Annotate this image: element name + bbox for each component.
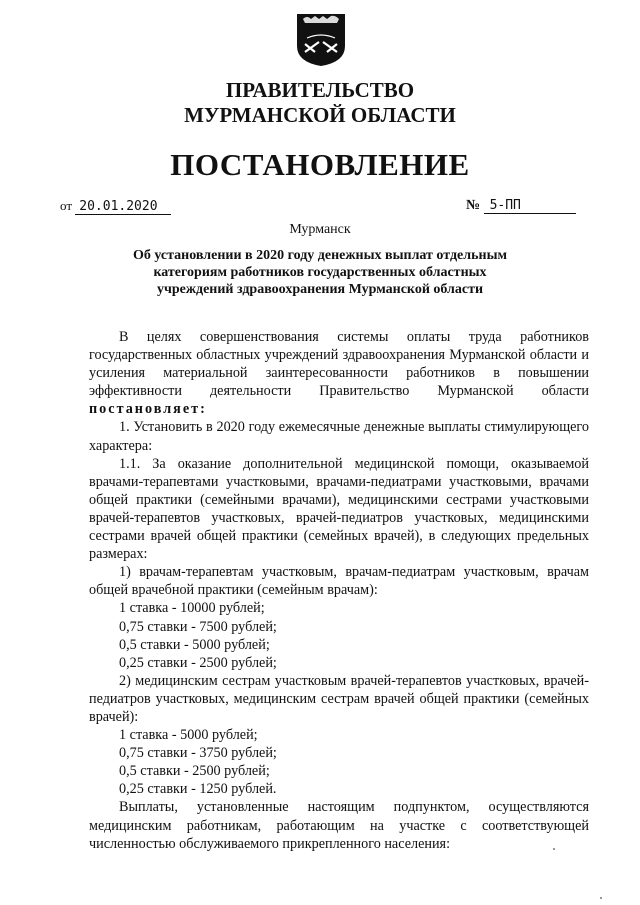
closing-paragraph: Выплаты, установленные настоящим подпунктом, осуществляются медицинским работникам, работающим на участке с соответствующей численностью обслуживаемого прикрепленного населения:	[89, 799, 589, 852]
document-body	[89, 328, 589, 853]
item-1-rate: 0,75 ставки - 7500 рублей;	[119, 618, 277, 635]
scan-artifact	[553, 848, 555, 850]
number-field	[466, 198, 576, 214]
item-2: 2) медицинским сестрам участковым врачей-терапевтов участковых, врачей-педиатров участковых, медицинским сестрам врачей общей практики (семейных врачей):	[89, 672, 589, 725]
date-value: 20.01.2020	[75, 199, 171, 215]
item-2-rate: 0,5 ставки - 2500 рублей;	[119, 763, 270, 780]
intro-paragraph	[89, 328, 589, 418]
item-2-rate: 0,75 ставки - 3750 рублей;	[119, 745, 277, 762]
number-value: 5-ПП	[484, 198, 576, 214]
intro-keyword: постановляет:	[89, 401, 207, 418]
date-field	[60, 198, 171, 215]
government-title	[0, 78, 640, 128]
paragraph-1: 1. Установить в 2020 году ежемесячные денежные выплаты стимулирующего характера:	[89, 419, 589, 454]
item-2-rate: 0,25 ставки - 1250 рублей.	[119, 781, 277, 798]
document-type: ПОСТАНОВЛЕНИЕ	[170, 147, 470, 182]
government-title-line1: ПРАВИТЕЛЬСТВО	[225, 78, 415, 102]
date-prefix: от	[60, 198, 73, 213]
document-subject	[0, 247, 640, 298]
item-1: 1) врачам-терапевтам участковым, врачам-педиатрам участковым, врачам общей врачебной практики (семейным врачам):	[89, 564, 589, 599]
subject-line2: категориям работников государственных областных	[153, 265, 487, 280]
subject-line3: учреждений здравоохранения Мурманской области	[156, 282, 484, 297]
item-1-rate: 0,25 ставки - 2500 рублей;	[119, 654, 277, 671]
item-1-rate: 1 ставка - 10000 рублей;	[119, 600, 265, 617]
paragraph-1-1: 1.1. За оказание дополнительной медицинской помощи, оказываемой врачами-терапевтами участковыми, врачами-педиатрами участковыми, врачами общей практики (семейными врачами), медицинскими сестрами участковыми врачей-терапевтов участковых, врачей-педиатров участковых, медицинскими сестрами врачей общей практики (семейных врачей), в следующих предельных размерах:	[89, 455, 589, 563]
item-2-rate: 1 ставка - 5000 рублей;	[119, 727, 258, 744]
number-prefix: №	[466, 198, 481, 213]
item-1-rate: 0,5 ставки - 5000 рублей;	[119, 636, 270, 653]
city-label: Мурманск	[289, 222, 351, 237]
subject-line1: Об установлении в 2020 году денежных выплат отдельным	[132, 248, 508, 263]
coat-of-arms-emblem	[293, 10, 349, 68]
intro-text: В целях совершенствования системы оплаты труда работников государственных областных учреждений здравоохранения Мурманской области и усиления материальной заинтересованности работников в повышении эффективности деятельности Правительство Мурманской области	[89, 329, 589, 400]
government-title-line2: МУРМАНСКОЙ ОБЛАСТИ	[184, 103, 456, 127]
scan-artifact	[600, 897, 602, 899]
